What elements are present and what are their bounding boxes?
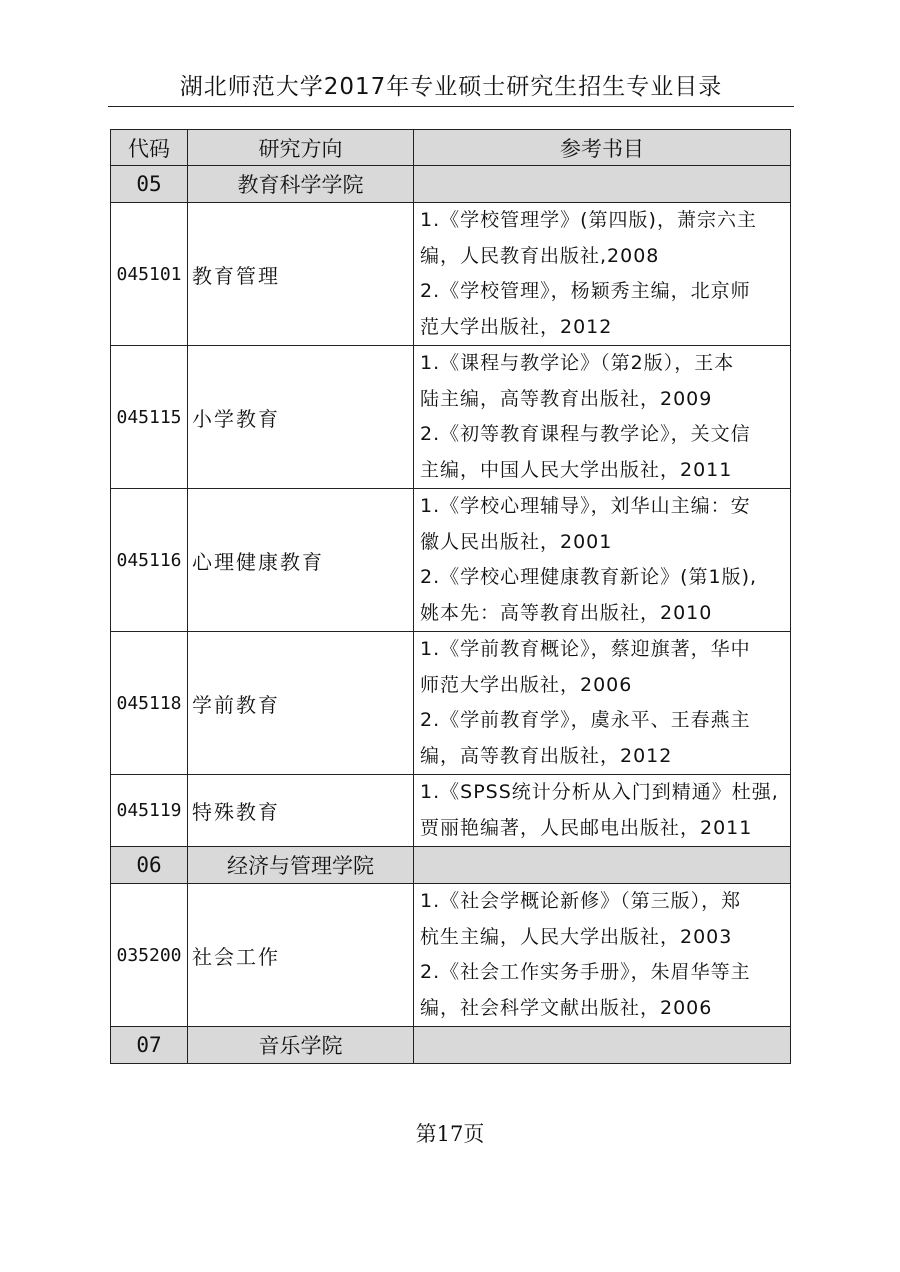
- column-header-code: 代码: [111, 130, 188, 166]
- column-header-references: 参考书目: [414, 130, 791, 166]
- program-code: 035200: [111, 884, 188, 1027]
- program-row: [111, 489, 791, 632]
- reference-line: 2.《初等教育课程与教学论》，关文信: [420, 423, 751, 445]
- program-row: [111, 775, 791, 847]
- college-code: 05: [111, 166, 188, 203]
- college-row: [111, 1027, 791, 1064]
- program-direction: 特殊教育: [188, 775, 414, 847]
- program-direction: 学前教育: [188, 632, 414, 775]
- reference-line: 1.《课程与教学论》（第2版），王本: [420, 352, 735, 374]
- reference-line: 2.《学校心理健康教育新论》(第1版),: [420, 566, 758, 588]
- program-references: [414, 346, 791, 489]
- program-code: 045115: [111, 346, 188, 489]
- catalog-table: [110, 129, 791, 1064]
- program-direction: 小学教育: [188, 346, 414, 489]
- college-row: [111, 847, 791, 884]
- program-row: [111, 632, 791, 775]
- college-row: [111, 166, 791, 203]
- program-direction: 社会工作: [188, 884, 414, 1027]
- reference-line: 主编，中国人民大学出版社，2011: [420, 458, 733, 481]
- reference-line: 1.《学校心理辅导》，刘华山主编：安: [420, 495, 751, 517]
- page-title: 湖北师范大学2017年专业硕士研究生招生专业目录: [179, 74, 723, 100]
- program-code: 045118: [111, 632, 188, 775]
- college-ref-blank: [414, 1027, 791, 1064]
- column-header-direction: 研究方向: [188, 130, 414, 166]
- table-header-row: [111, 130, 791, 166]
- college-code: 06: [111, 847, 188, 884]
- reference-line: 编，社会科学文献出版社，2006: [420, 996, 713, 1019]
- reference-line: 徽人民出版社，2001: [420, 530, 613, 553]
- program-direction: 心理健康教育: [188, 489, 414, 632]
- program-direction: 教育管理: [188, 203, 414, 346]
- college-ref-blank: [414, 847, 791, 884]
- reference-line: 贾丽艳编著，人民邮电出版社，2011: [420, 816, 753, 839]
- header-divider: [108, 106, 794, 107]
- reference-line: 1.《SPSS统计分析从入门到精通》杜强,: [420, 781, 779, 803]
- program-row: [111, 346, 791, 489]
- reference-line: 2.《学校管理》，杨颖秀主编，北京师: [420, 280, 751, 302]
- reference-line: 1.《学校管理学》(第四版)，萧宗六主: [420, 209, 757, 231]
- program-row: [111, 884, 791, 1027]
- college-name: 音乐学院: [188, 1027, 414, 1064]
- reference-line: 编，高等教育出版社，2012: [420, 744, 673, 767]
- reference-line: 范大学出版社，2012: [420, 315, 613, 338]
- reference-line: 陆主编，高等教育出版社，2009: [420, 387, 713, 410]
- program-references: [414, 632, 791, 775]
- reference-line: 杭生主编，人民大学出版社，2003: [420, 925, 733, 948]
- program-references: [414, 775, 791, 847]
- college-name: 教育科学学院: [188, 166, 414, 203]
- program-code: 045116: [111, 489, 188, 632]
- program-code: 045119: [111, 775, 188, 847]
- reference-line: 1.《学前教育概论》，蔡迎旗著，华中: [420, 638, 751, 660]
- reference-line: 1.《社会学概论新修》（第三版），郑: [420, 890, 742, 912]
- page-number: 第17页: [415, 1122, 485, 1146]
- program-references: [414, 489, 791, 632]
- reference-line: 编，人民教育出版社,2008: [420, 244, 660, 267]
- reference-line: 姚本先：高等教育出版社，2010: [420, 601, 713, 624]
- reference-line: 2.《社会工作实务手册》，朱眉华等主: [420, 961, 751, 983]
- reference-line: 2.《学前教育学》，虞永平、王春燕主: [420, 709, 751, 731]
- program-row: [111, 203, 791, 346]
- reference-line: 师范大学出版社，2006: [420, 673, 633, 696]
- program-references: [414, 884, 791, 1027]
- college-ref-blank: [414, 166, 791, 203]
- college-code: 07: [111, 1027, 188, 1064]
- college-name: 经济与管理学院: [188, 847, 414, 884]
- program-references: [414, 203, 791, 346]
- table-body: [111, 166, 791, 1064]
- program-code: 045101: [111, 203, 188, 346]
